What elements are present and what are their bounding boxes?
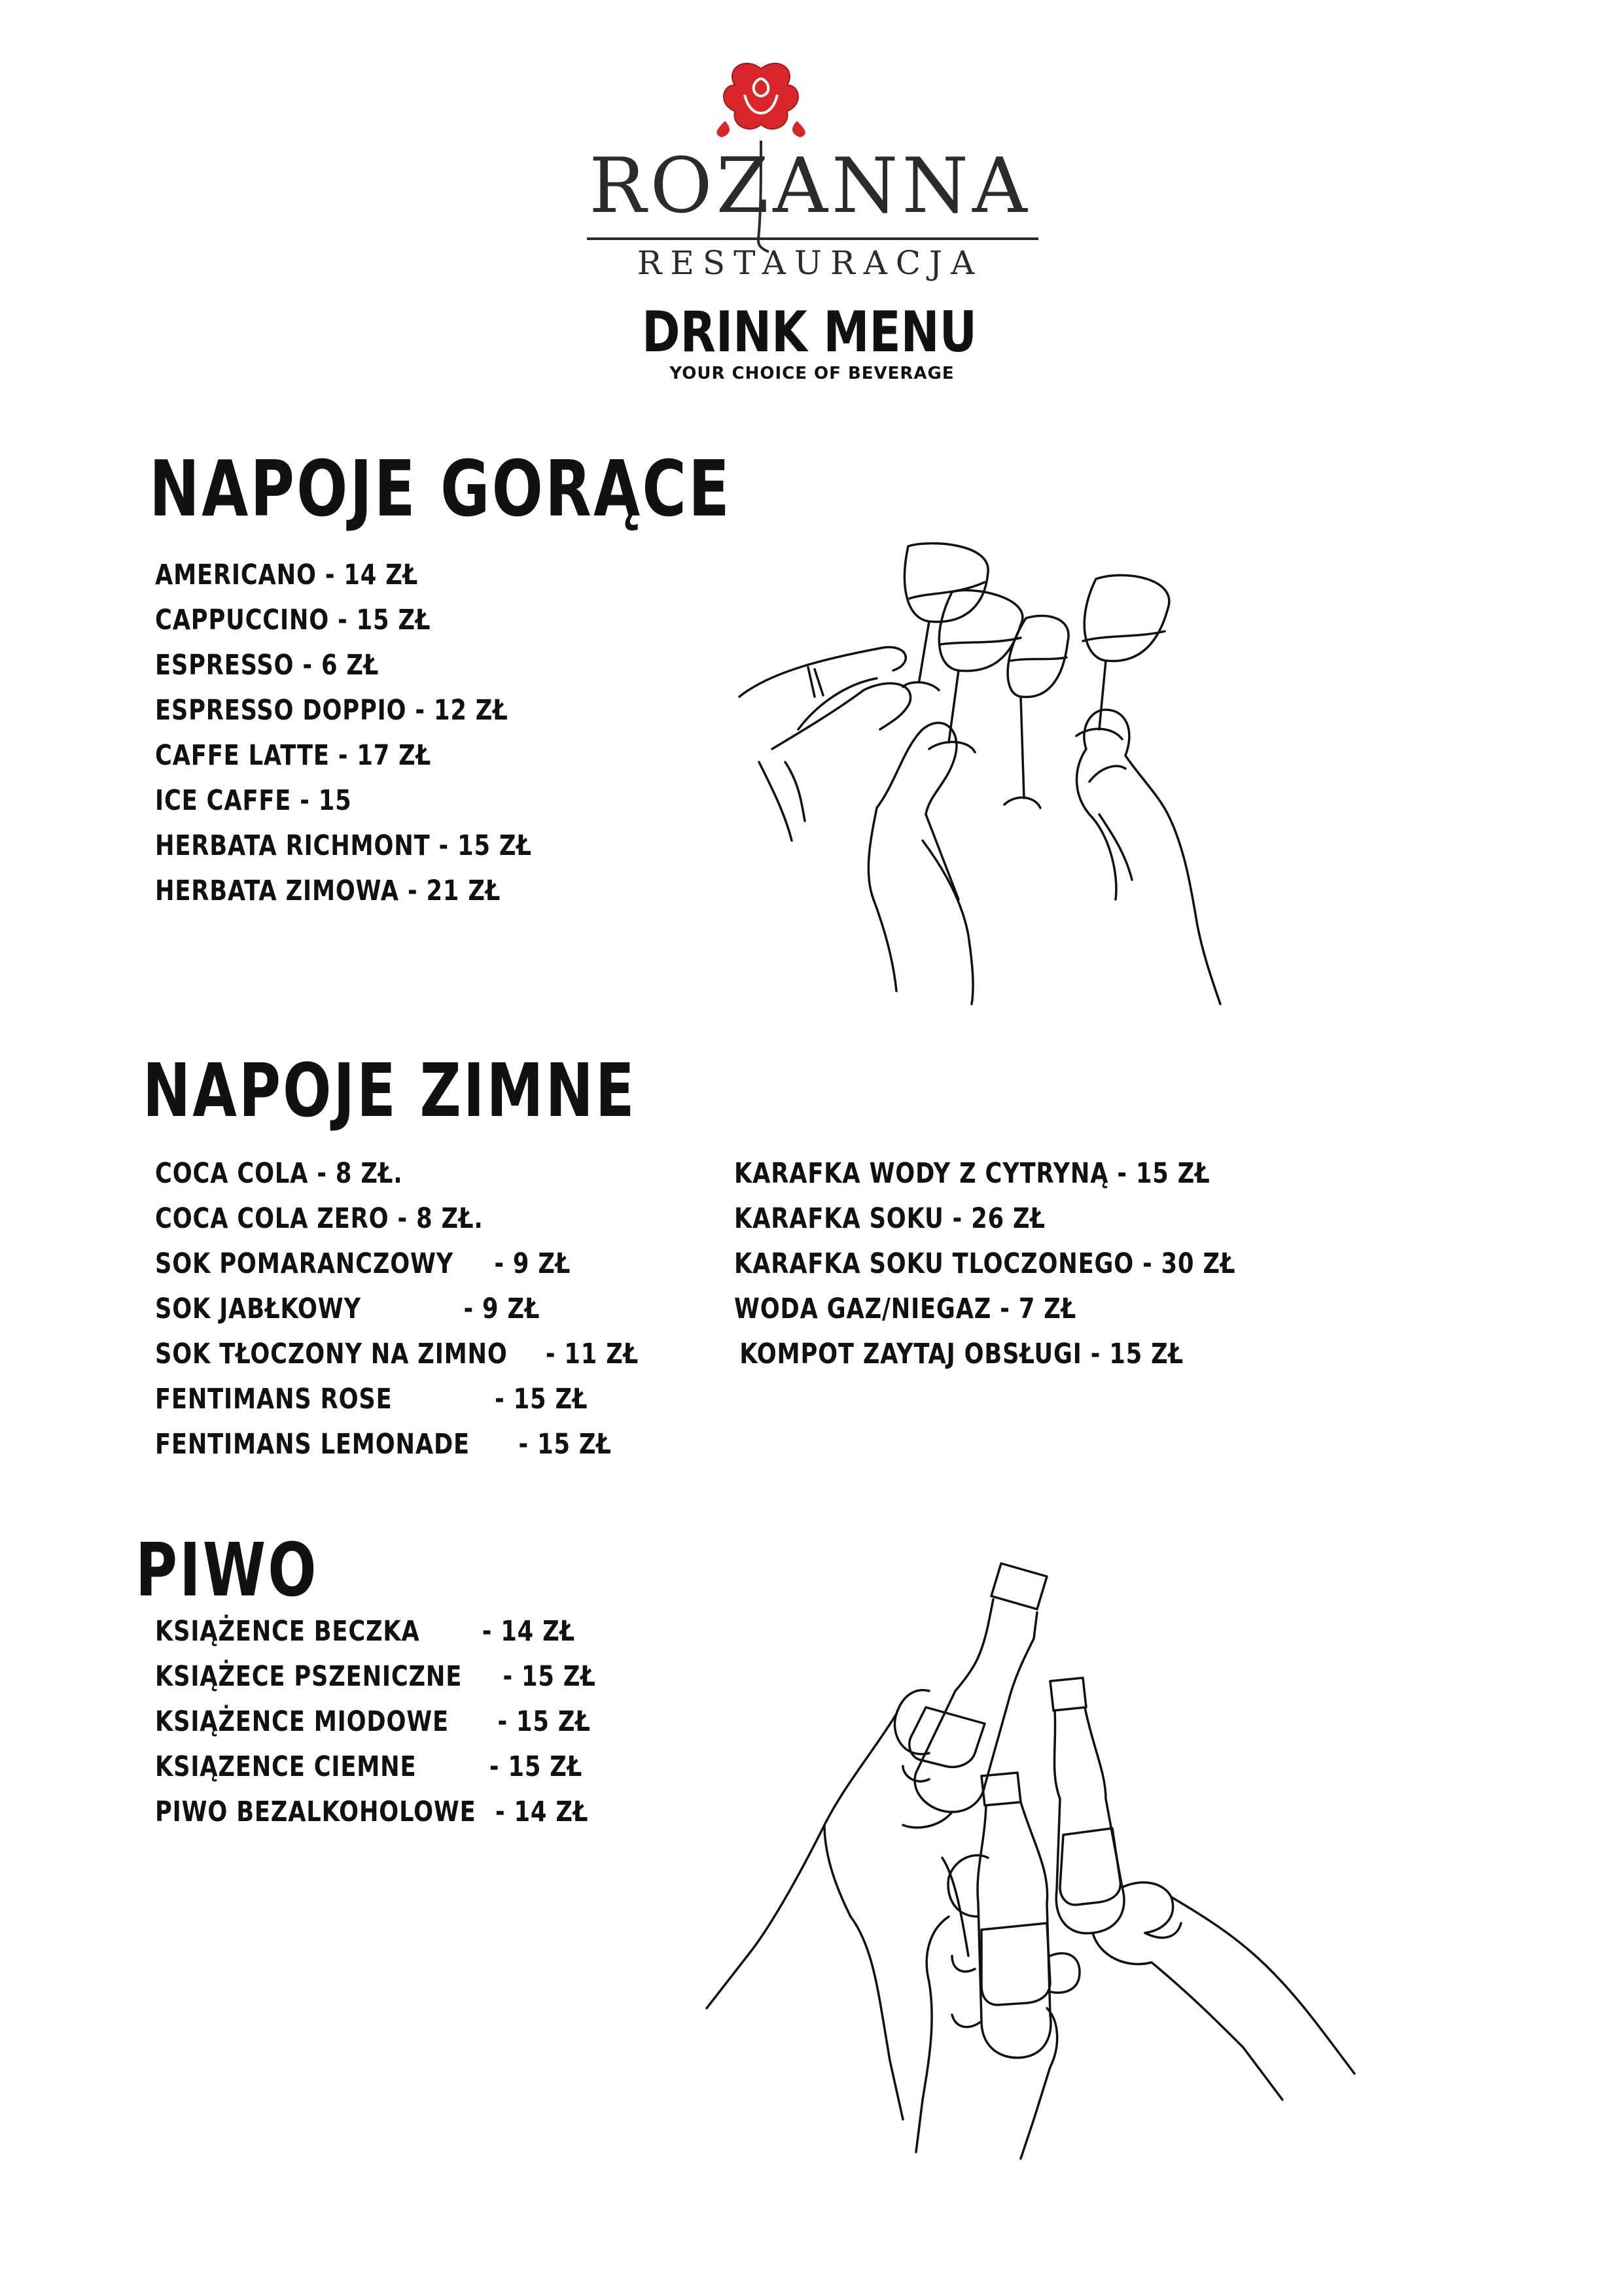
item-price: - 11 ZŁ	[545, 1338, 639, 1370]
item-price: - 15 ZŁ	[497, 1705, 591, 1738]
item-name: KSIĄŻENCE MIODOWE	[155, 1705, 449, 1738]
item-name: KSIĄZENCE CIEMNE	[155, 1750, 417, 1783]
list-item	[155, 1422, 639, 1467]
list-item	[155, 1745, 596, 1790]
item-price: - 15 ZŁ	[489, 1750, 583, 1783]
list-item: KARAFKA WODY Z CYTRYNĄ - 15 ZŁ	[734, 1157, 1210, 1190]
item-name: SOK JABŁKOWY	[155, 1293, 361, 1325]
list-item: KARAFKA SOKU - 26 ZŁ	[734, 1202, 1046, 1235]
item-price: - 14 ZŁ	[482, 1615, 575, 1648]
beer-list	[155, 1609, 693, 1835]
list-item	[155, 1699, 596, 1745]
item-name: PIWO BEZALKOHOLOWE	[155, 1796, 476, 1828]
list-item: HERBATA ZIMOWA - 21 ZŁ	[155, 875, 501, 907]
list-item	[155, 1332, 639, 1377]
list-item	[155, 1196, 639, 1242]
brand-divider	[587, 237, 1038, 240]
list-item	[155, 1377, 639, 1422]
brand-name: ROZANNA	[589, 142, 1031, 230]
section-title-cold: NAPOJE ZIMNE	[143, 1049, 637, 1134]
logo-block	[565, 29, 1054, 365]
list-item: CAFFE LATTE - 17 ZŁ	[155, 739, 432, 772]
item-name: COCA COLA ZERO - 8 ZŁ.	[155, 1202, 484, 1235]
item-name: FENTIMANS LEMONADE	[155, 1428, 470, 1461]
item-name: SOK TŁOCZONY NA ZIMNO	[155, 1338, 508, 1370]
item-name: COCA COLA - 8 ZŁ.	[155, 1157, 403, 1190]
list-item: KOMPOT ZAYTAJ OBSŁUGI - 15 ZŁ	[739, 1338, 1184, 1370]
item-name: SOK POMARANCZOWY	[155, 1247, 454, 1280]
item-name: KSIĄŻECE PSZENICZNE	[155, 1660, 463, 1693]
item-price: - 15 ZŁ	[518, 1428, 612, 1461]
cold-drinks-list-right	[734, 1151, 1346, 1377]
section-title-hot: NAPOJE GORĄCE	[149, 444, 732, 534]
list-item	[155, 1242, 639, 1287]
list-item: WODA GAZ/NIEGAZ - 7 ZŁ	[734, 1293, 1077, 1325]
list-item	[155, 1609, 596, 1654]
list-item	[155, 1654, 596, 1699]
item-price: - 9 ZŁ	[463, 1293, 540, 1325]
item-price: - 15 ZŁ	[503, 1660, 596, 1693]
list-item: KARAFKA SOKU TLOCZONEGO - 30 ZŁ	[734, 1247, 1236, 1280]
brand-subtitle: RESTAURACJA	[637, 244, 983, 282]
list-item: ESPRESSO DOPPIO - 12 ZŁ	[155, 694, 508, 727]
list-item: HERBATA RICHMONT - 15 ZŁ	[155, 829, 532, 862]
rose-logo-icon	[705, 56, 817, 154]
list-item: CAPPUCCINO - 15 ZŁ	[155, 604, 431, 636]
list-item: AMERICANO - 14 ZŁ	[155, 559, 419, 591]
cold-drinks-list-left	[155, 1151, 745, 1467]
item-price: - 14 ZŁ	[495, 1796, 589, 1828]
wine-toast-illustration	[733, 533, 1230, 1017]
hot-drinks-list	[155, 553, 614, 914]
item-price: - 9 ZŁ	[494, 1247, 571, 1280]
list-item	[155, 1287, 639, 1332]
list-item	[155, 1790, 596, 1835]
item-name: KSIĄŻENCE BECZKA	[155, 1615, 420, 1648]
list-item: ESPRESSO - 6 ZŁ	[155, 649, 380, 682]
section-title-beer: PIWO	[135, 1528, 319, 1613]
list-item	[155, 1151, 639, 1196]
menu-tagline: YOUR CHOICE OF BEVERAGE	[669, 364, 955, 383]
list-item: ICE CAFFE - 15	[155, 784, 352, 817]
item-price: - 15 ZŁ	[495, 1383, 588, 1416]
menu-title: DRINK MENU	[642, 300, 977, 365]
item-name: FENTIMANS ROSE	[155, 1383, 393, 1416]
beer-toast-illustration	[694, 1550, 1361, 2172]
